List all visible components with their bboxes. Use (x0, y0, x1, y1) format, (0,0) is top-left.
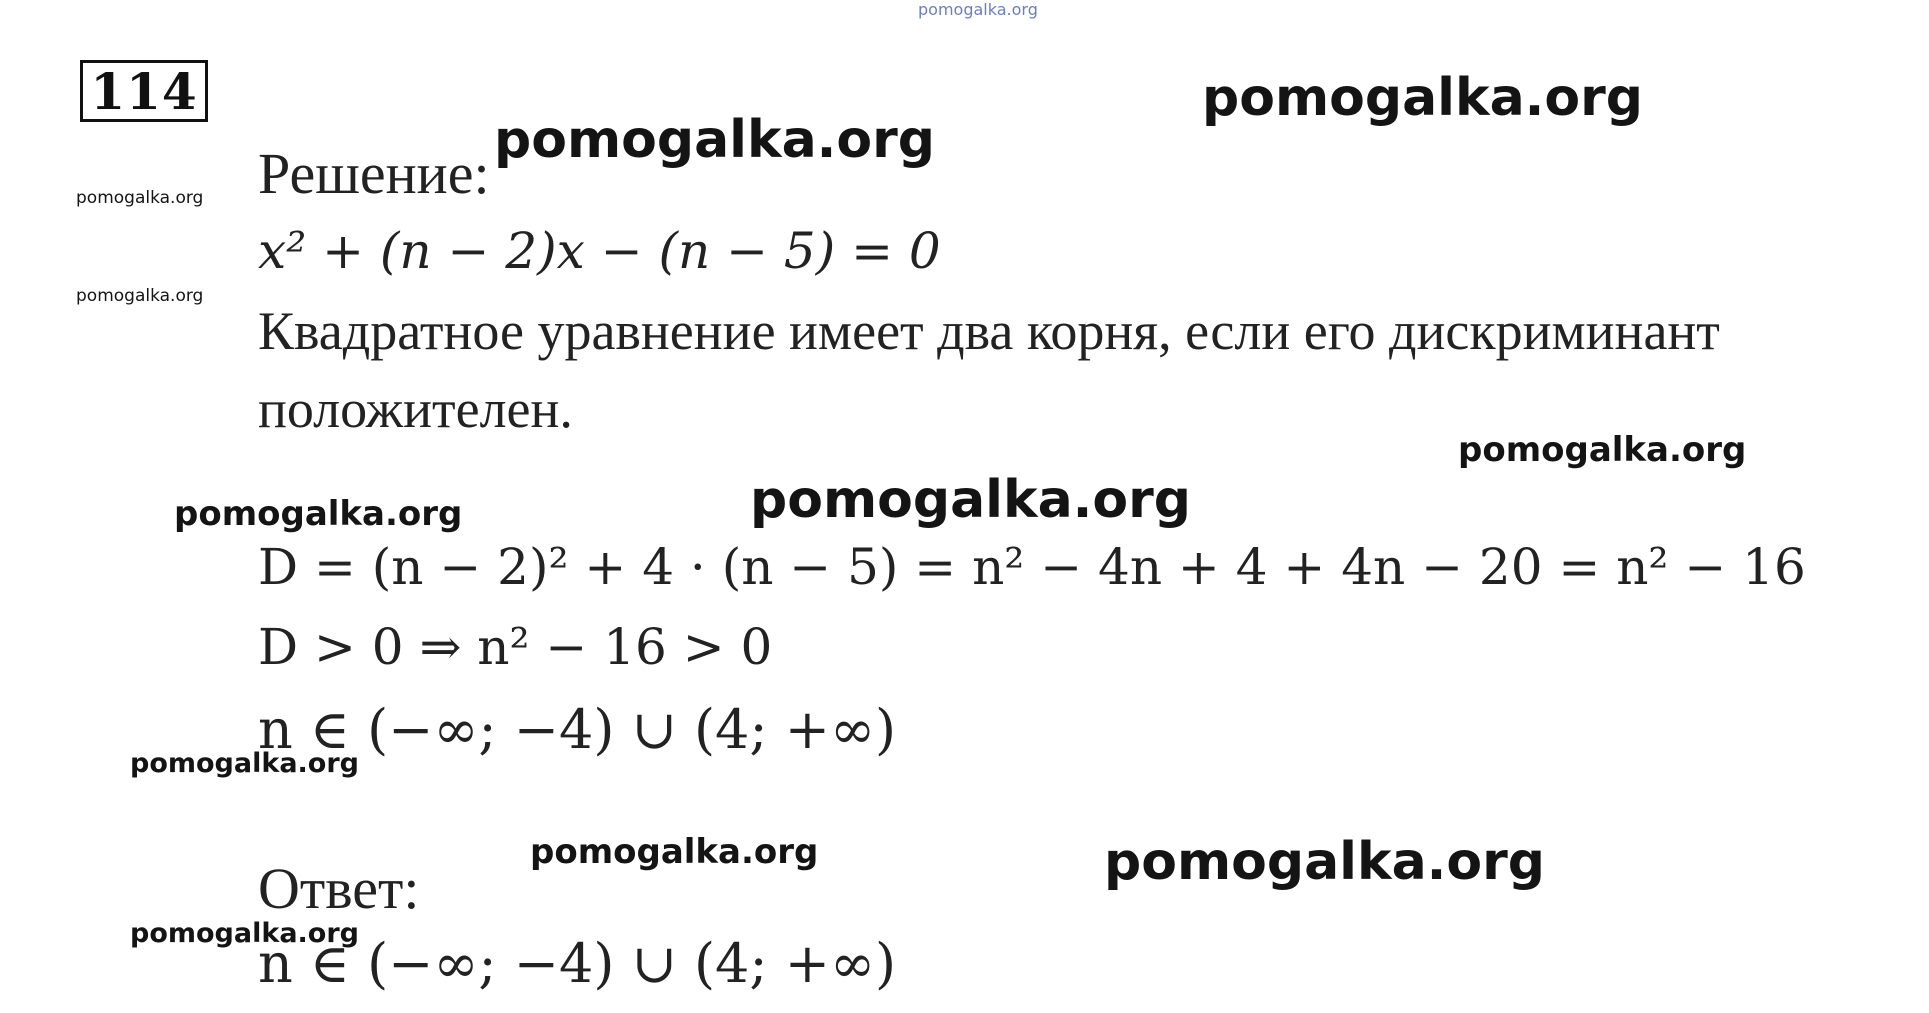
explanation-line-2: положителен. (258, 379, 573, 439)
equation (258, 222, 941, 280)
equation-text: x² + (n − 2)x − (n − 5) = 0 (258, 222, 941, 280)
answer-heading: Ответ: (258, 856, 420, 921)
watermark-1: pomogalka.org (1202, 68, 1644, 128)
discriminant-formula: D = (n − 2)² + 4 · (n − 5) = n² − 4n + 4 + 4n − 20 = n² − 16 (258, 538, 1806, 596)
watermark-top: pomogalka.org (918, 0, 1038, 19)
solution-heading: Решение: (258, 141, 490, 206)
watermark-2: pomogalka.org (494, 110, 936, 170)
discriminant-condition: D > 0 ⇒ n² − 16 > 0 (258, 618, 773, 676)
watermark-8: pomogalka.org (130, 748, 359, 779)
watermark-5: pomogalka.org (1458, 430, 1747, 470)
problem-number: 114 (80, 60, 208, 122)
watermark-10: pomogalka.org (1104, 832, 1546, 892)
watermark-4: pomogalka.org (76, 286, 204, 306)
solution-interval: n ∈ (−∞; −4) ∪ (4; +∞) (258, 698, 897, 761)
watermark-7: pomogalka.org (750, 470, 1192, 530)
explanation-line-1: Квадратное уравнение имеет два корня, если его дискриминант (258, 301, 1720, 361)
watermark-6: pomogalka.org (174, 494, 463, 534)
watermark-11: pomogalka.org (130, 918, 359, 949)
watermark-3: pomogalka.org (76, 188, 204, 208)
answer-value: n ∈ (−∞; −4) ∪ (4; +∞) (258, 932, 897, 995)
watermark-9: pomogalka.org (530, 832, 819, 872)
